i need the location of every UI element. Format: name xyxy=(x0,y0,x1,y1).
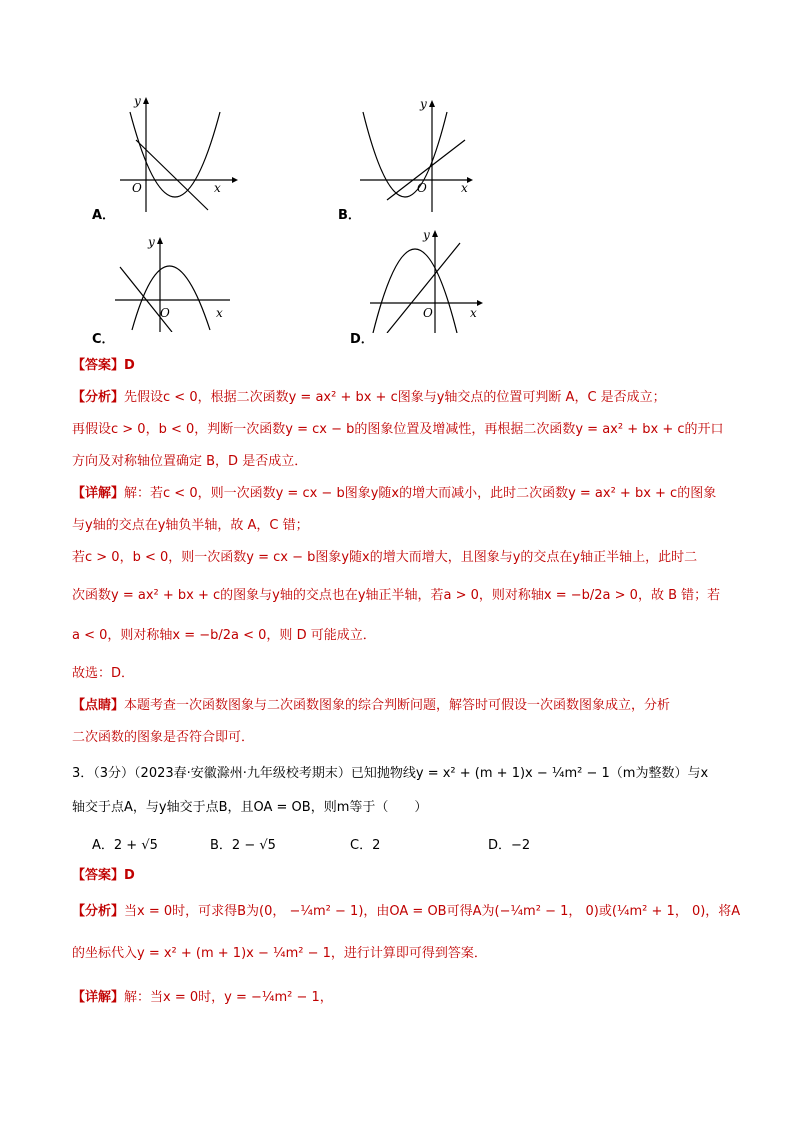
q2-comment-line-2: 二次函数的图象是否符合即可． xyxy=(72,730,255,745)
y-axis-label: y xyxy=(423,228,430,242)
q3-option-d: D．−2 xyxy=(488,838,531,853)
y-axis-label: y xyxy=(420,97,427,111)
graph-a xyxy=(110,92,240,220)
q3-option-c: C．2 xyxy=(350,838,381,853)
x-axis-label: x xyxy=(461,181,468,195)
option-d-label: D． xyxy=(350,332,374,347)
q3-stem-line-2: 轴交于点A，与y轴交于点B，且OA = OB，则m等于（ ） xyxy=(72,800,428,815)
graph-d xyxy=(365,225,485,333)
y-axis-label: y xyxy=(134,94,141,108)
q2-choose: 故选：D． xyxy=(72,666,135,681)
q2-detail-line-1: 【详解】解：若c < 0，则一次函数y = cx − b图象y随x的增大而减小，此时二次函数y = ax² + bx + c的图象 xyxy=(72,486,717,501)
x-axis-label: x xyxy=(216,306,223,320)
q2-comment-line-1: 【点睛】本题考查一次函数图象与二次函数图象的综合判断问题，解答时可假设一次函数图象成立，分析 xyxy=(72,698,671,713)
option-a-label: A． xyxy=(92,208,116,223)
graph-b xyxy=(355,92,485,220)
origin-label: O xyxy=(160,306,170,320)
option-c-label: C． xyxy=(92,332,115,347)
q2-detail-line-2: 与y轴的交点在y轴负半轴，故 A，C 错； xyxy=(72,518,309,533)
q3-option-b: B．2 − √5 xyxy=(210,838,276,853)
q3-stem-line-1: 3．（3分）（2023春·安徽滁州·九年级校考期末）已知抛物线y = x² + (m + 1)x − ¼m² − 1（m为整数）与x xyxy=(72,766,709,781)
q2-analysis-line-1: 【分析】先假设c < 0，根据二次函数y = ax² + bx + c图象与y轴交点的位置可判断 A，C 是否成立； xyxy=(72,390,666,405)
q3-analysis-line-1: 【分析】当x = 0时，可求得B为(0， −¼m² − 1)，由OA = OB可得A为(−¼m² − 1， 0)或(¼m² + 1， 0)，将A xyxy=(72,904,741,919)
option-b-label: B． xyxy=(338,208,361,223)
q3-analysis-line-2: 的坐标代入y = x² + (m + 1)x − ¼m² − 1，进行计算即可得到答案． xyxy=(72,946,487,961)
graph-c xyxy=(110,232,240,332)
q2-detail-line-3: 若c > 0，b < 0，则一次函数y = cx − b图象y随x的增大而增大，且图象与y的交点在y轴正半轴上，此时二 xyxy=(72,550,698,565)
q3-option-a: A．2 + √5 xyxy=(92,838,158,853)
y-axis-label: y xyxy=(148,235,155,249)
q2-detail-line-5: a < 0，则对称轴x = −b/2a < 0，则 D 可能成立． xyxy=(72,628,376,643)
origin-label: O xyxy=(417,181,427,195)
q2-analysis-line-3: 方向及对称轴位置确定 B，D 是否成立． xyxy=(72,454,308,469)
q3-detail-line-1: 【详解】解：当x = 0时，y = −¼m² − 1， xyxy=(72,990,333,1005)
origin-label: O xyxy=(423,306,433,320)
q3-answer: 【答案】D xyxy=(72,868,135,883)
origin-label: O xyxy=(132,181,142,195)
q2-answer: 【答案】D xyxy=(72,358,135,373)
q2-analysis-line-2: 再假设c > 0，b < 0，判断一次函数y = cx − b的图象位置及增减性，再根据二次函数y = ax² + bx + c的开口 xyxy=(72,422,724,437)
x-axis-label: x xyxy=(470,306,477,320)
q2-detail-line-4: 次函数y = ax² + bx + c的图象与y轴的交点也在y轴正半轴，若a > 0，则对称轴x = −b/2a > 0，故 B 错；若 xyxy=(72,588,721,603)
x-axis-label: x xyxy=(214,181,221,195)
